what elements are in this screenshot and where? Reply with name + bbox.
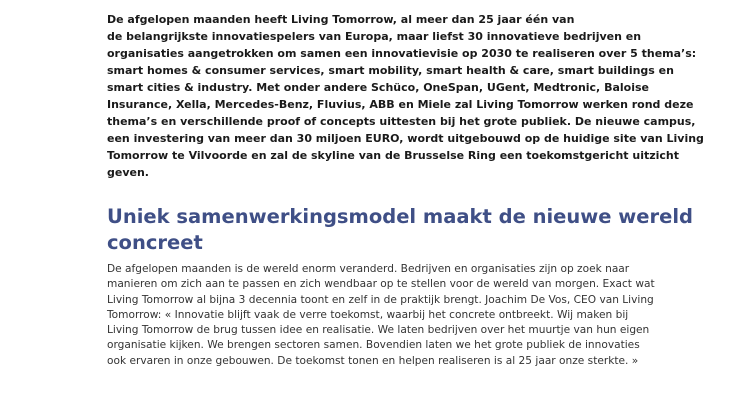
lead-line: de belangrijkste innovatiespelers van Europa, maar liefst 30 innovatieve bedrijven en [107,30,642,43]
body-line: organisatie kijken. We brengen sectoren samen. Bovendien laten we het grote publiek de innovaties [107,339,640,352]
lead-line: organisaties aangetrokken om samen een innovatievisie op 2030 te realiseren over 5 thema’s: [107,47,697,60]
body-line: ook ervaren in onze gebouwen. De toekomst tonen en helpen realiseren is al 25 jaar onze sterkte. » [107,354,639,367]
section-heading [107,204,694,256]
body-line: manieren om zich aan te passen en zich wendbaar op te stellen voor de wereld van morgen. Exact wat [107,278,655,291]
heading-line: concreet [107,231,203,254]
body-line: Living Tomorrow de brug tussen idee en realisatie. We laten bedrijven over het muurtje van hun eigen [107,324,650,337]
heading-line: Uniek samenwerkingsmodel maakt de nieuwe wereld [107,205,694,228]
document-page [107,11,704,369]
body-line: De afgelopen maanden is de wereld enorm veranderd. Bedrijven en organisaties zijn op zoek naar [107,263,630,275]
lead-line: thema’s en verschillende proof of concepts uittesten bij het grote publiek. De nieuwe campus, [107,115,696,128]
lead-line: geven. [107,166,149,179]
lead-line: Insurance, Xella, Mercedes-Benz, Fluvius, ABB en Miele zal Living Tomorrow werken rond deze [107,98,694,111]
lead-line: smart cities & industry. Met onder andere Schüco, OneSpan, UGent, Medtronic, Baloise [107,81,649,94]
body-line: Tomorrow: « Innovatie blijft vaak de verre toekomst, waarbij het concrete ontbreekt. Wij maken bij [107,308,629,321]
lead-line: De afgelopen maanden heeft Living Tomorrow, al meer dan 25 jaar één van [107,13,575,26]
lead-line: een investering van meer dan 30 miljoen EURO, wordt uitgebouwd op de huidige site van Living [107,132,704,145]
body-paragraph [107,262,687,369]
body-line: Living Tomorrow al bijna 3 decennia toont en zelf in de praktijk brengt. Joachim De Vos, CEO van Living [107,293,654,306]
lead-line: smart homes & consumer services, smart mobility, smart health & care, smart buildings en [107,64,674,77]
lead-line: Tomorrow te Vilvoorde en zal de skyline van de Brusselse Ring een toekomstgericht uitzicht [107,149,680,162]
lead-paragraph [107,11,704,181]
